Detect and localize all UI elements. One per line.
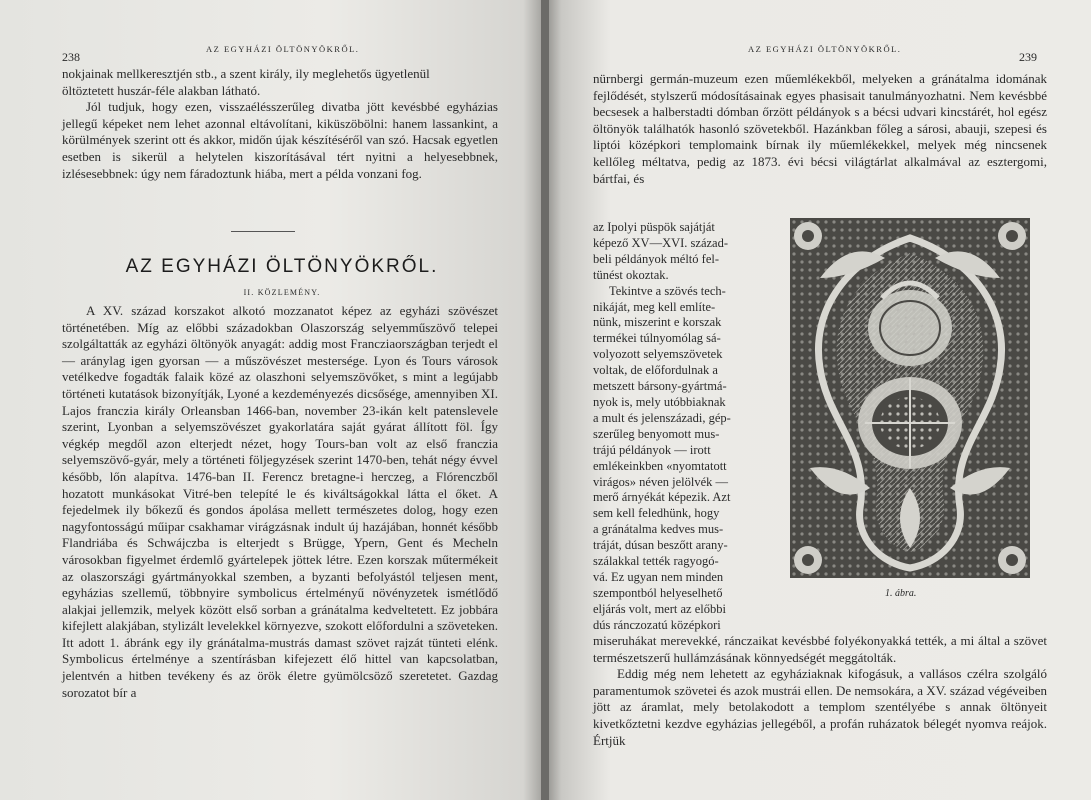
narrow-column	[593, 220, 781, 634]
page-number: 238	[62, 50, 80, 64]
book-gutter	[541, 0, 549, 800]
column-line: termékei túlnyomólag sá-	[593, 331, 721, 346]
top-paragraph-block	[593, 71, 1047, 187]
article-body-block	[62, 303, 498, 701]
running-head: AZ EGYHÁZI ÖLTÖNYÖKRŐL.	[748, 44, 902, 54]
bottom-paragraph: miseruhákat merevekké, ránczaikat kevésbbé folyékonyakká tették, a mi által a szövet természetszerű hullámzásának könnyedségét meggátolták.	[593, 633, 1047, 665]
column-line: voltak, de előfordulnak a	[593, 363, 718, 378]
intro-line: nokjainak mellkeresztjén stb., a szent király, ily meglehetős ügyetlenül	[62, 66, 430, 81]
column-line: beli példányok méltó fel-	[593, 251, 720, 266]
intro-block	[62, 66, 498, 182]
column-line: tünést okoztak.	[593, 267, 669, 282]
column-line: volyozott selyemszövetek	[593, 347, 723, 362]
column-line: tráját, dúsan beszőtt arany-	[593, 538, 728, 553]
final-paragraph: Eddig még nem lehetett az egyháziaknak kifogásuk, a vallásos czélra szolgáló paramentumok szövetei és azok mustrái ellen. De nemsokára, a XV. század végéveiben jött az áramlat, mely betolakodott a templom szentélyébe s annak öltönyeit kivetkőztetni kezdve egyházias jellegéből, a profán ruházatok bélegét nyomva reájok. Értjük	[593, 666, 1047, 748]
column-line: sem kell feledhünk, hogy	[593, 506, 720, 521]
article-title: AZ EGYHÁZI ÖLTÖNYÖKRŐL.	[125, 256, 439, 277]
column-line: a mult és jelenszázadi, gép-	[593, 410, 731, 425]
column-line: Tekintve a szövés tech-	[609, 283, 726, 298]
column-line: emlékeinkben «nyomtatott	[593, 458, 727, 473]
left-page	[0, 0, 545, 800]
column-line: szempontból helyeselhető	[593, 585, 723, 600]
column-line: eljárás volt, mert az előbbi	[593, 601, 726, 616]
column-line: virágos» néven jelölvék —	[593, 474, 729, 489]
column-line: nyok is, mely utóbbiaknak	[593, 394, 726, 409]
column-line: nikáját, meg kell említe-	[593, 299, 716, 314]
intro-line: öltöztetett huszár-féle alakban látható.	[62, 82, 261, 98]
column-line: metszett bársony-gyártmá-	[593, 379, 727, 394]
section-divider	[231, 231, 295, 232]
column-line: az Ipolyi püspök sajátját	[593, 220, 715, 234]
column-line: képező XV—XVI. század-	[593, 235, 729, 250]
damask-pattern-drawing	[790, 218, 1030, 578]
column-line: szerűleg benyomott mus-	[593, 426, 720, 441]
running-head: AZ EGYHÁZI ÖLTÖNYÖKRŐL.	[206, 44, 360, 54]
article-body: A XV. század korszakot alkotó mozzanatot képez az egyházi szövészet történetében. Míg az előbbi századokban Olaszország selyemműszövő telepei szolgáltatták az egyházi öltönyök anyagát: addig most Francziaországban terjedt el — aránylag igen gyorsan — a műszövészet mestersége. Lyon és Tours városok vetélkedve fogadták falaik közé az olaszhoni selyemszövőket, s mint a legújabb történeti kutatások bizonyítják, Lyoné a kezdeményezés dicsősége, amennyiben XI. Lajos franczia király Orleansban 1466-ban, november 23-ikán kelt patenslevele szerint, Lyonban a selyemszövészet gyakorlatára saját gyárat állított föl. Így végkép megdől azon elterjedt nézet, hogy Tours-ban volt az első franczia selyemszövő-gyár, mely a történeti följegyzések szerint 1470-ben, tehát négy évvel később, lőn alapítva. 1476-ban II. Ferencz bretagne-i herczeg, a Flórenczből hozatott munkásokat Vitré-ben telepíté le és kiváltságokkal látta el őket. A fejedelmek ily bőkezű és gondos ápolása mellett természetes dolog, hogy ezen nagyfontosságú műipar csakhamar virágzásnak indult új hazájában, honnét később Flandriába és Schwájczba is elterjedt s Brügge, Ypern, Gent és Mecheln városokban figyelmet érdemlő gyártelepek jöttek létre. Ezen korszak műtermékeit az olaszországi gyártmányokkal szemben, a byzanti befolyástól teljesen ment, egyházias szellemű, többnyire symbolicus értelményű növényzetek ismétlődő alakjai jellemzik, melyek között első sorban a gránátalma kedveltetett. Ez jobbára kifejlett alakjában, stylizált levelekkel környezve, szokott előfordulni a szöveteken. Itt adott 1. ábránk egy ily gránátalma-mustrás damast szövet rajzát tünteti elénk. Symbolicus értelménye a szentírásban kifejezett élő hittel van kapcsolatban, jelentvén a hitben tevékeny és az örök életre gyümölcsöző szeretetet. Gazdag sorozatot bír a	[62, 303, 498, 700]
top-paragraph: nürnbergi germán-muzeum ezen műemlékekből, melyeken a gránátalma idomának fejlődését, stylszerű módosításainak egyes phasisait tanulmányozhatni. Nem kevésbbé becsesek a halberstadti dómban őrzött példányok s a bécsi udvari kincstárét, hol egész öltönyök találhatók hasonló szövetekből. Hazánkban főleg a sárosi, abauji, szepesi és liptói középkori templomaink bírnak ily műemlékekkel, melyek még nincsenek kellőleg méltatva, pedig az 1873. évi bécsi világtárlat alkalmával az esztergomi, bártfai, és	[593, 71, 1047, 186]
column-line: trájú példányok — irott	[593, 442, 711, 457]
article-subtitle: II. KÖZLEMÉNY.	[243, 288, 321, 297]
column-line: merő árnyékát képezik. Azt	[593, 490, 731, 505]
page-number: 239	[1019, 50, 1037, 64]
bottom-paragraph-block	[593, 633, 1047, 749]
column-line: a gránátalma kedves mus-	[593, 522, 724, 537]
pomegranate-damask-illustration	[790, 218, 1030, 578]
column-line: nünk, miszerint e korszak	[593, 315, 722, 330]
column-line: dús ránczozatú középkori	[593, 617, 721, 632]
intro-paragraph: Jól tudjuk, hogy ezen, visszaélésszerűleg divatba jött kevésbbé egyházias jellegű képeket nem lehet azonnal eltávolítani, kiküszöbölni: hanem lassankint, a körülmények szerint ott és akkor, midőn újak készítéséről van szó. Hacsak egyetlen esetben is sikerül a helytelen kiszorításával tért nyitni a helyesebbnek, izlésesebbnek: úgy nem fáradoztunk hiába, mert a példa vonzani fog.	[62, 99, 498, 181]
column-line: vá. Ez ugyan nem minden	[593, 569, 724, 584]
column-line: szálakkal tették ragyogó-	[593, 554, 719, 569]
figure-caption: 1. ábra.	[885, 588, 917, 599]
